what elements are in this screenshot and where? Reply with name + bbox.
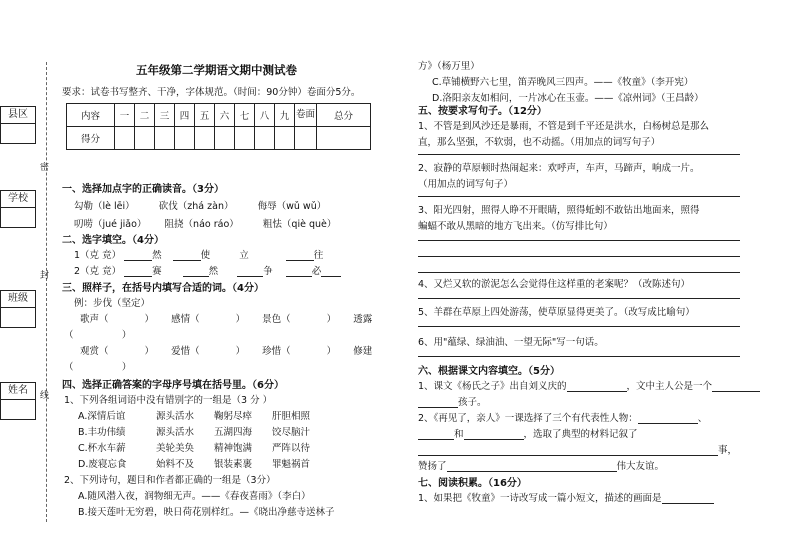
score-cell[interactable] <box>255 127 275 150</box>
option-word: B.丰功伟绩 <box>78 427 126 438</box>
word: 使 <box>200 250 211 261</box>
word: 必 <box>311 266 322 277</box>
paren-close: ） <box>144 314 155 325</box>
option-word: 严阵以待 <box>272 443 311 454</box>
section-3-row-1 <box>80 311 372 325</box>
answer-line[interactable] <box>418 326 740 327</box>
option-row-a[interactable] <box>78 408 310 422</box>
option-row-d[interactable] <box>78 456 310 470</box>
score-cell[interactable] <box>195 127 215 150</box>
section-5-q4: 4、又烂又软的淤泥怎么会觉得住这样重的老案呢？（改陈述句） <box>418 279 691 290</box>
option-word: 精神饱满 <box>214 443 253 454</box>
word: 珍惜（ <box>262 346 291 357</box>
score-cell[interactable] <box>135 127 155 150</box>
score-header-1: 一 <box>115 104 135 127</box>
section-5-q1-line-1: 1、不管是到风沙还是暴雨，不管是到千平还是洪水，白杨树总是那么 <box>418 121 710 132</box>
answer-line[interactable] <box>418 256 740 257</box>
section-5-q3-line-1: 3、阳光四射，照得人睁不开眼睛，照得蚯蚓不敢钻出地面来，照得 <box>418 205 700 216</box>
section-5-q5: 5、羊群在草原上四处游荡，使草原显得更美了。（改写成比喻句） <box>418 307 695 318</box>
word: 往 <box>313 250 324 261</box>
side-label-class: 班级 <box>0 290 36 308</box>
blank[interactable] <box>712 391 760 392</box>
word: 感情（ <box>171 314 200 325</box>
blank[interactable] <box>418 439 454 440</box>
option-word: 美轮美奂 <box>156 443 195 454</box>
score-cell[interactable] <box>275 127 295 150</box>
blank[interactable] <box>286 260 314 261</box>
text: 1、如果把《牧童》一诗改写成一篇小短文，描述的画面是 <box>418 493 662 504</box>
section-3-title: 三、照样子，在括号内填写合适的词。（4分） <box>62 283 264 294</box>
section-2-line-2-head: 2（克 竞） <box>74 266 122 277</box>
blank[interactable] <box>418 407 458 408</box>
score-header-6: 六 <box>215 104 235 127</box>
right-cont-1: 方》（杨万里） <box>418 61 480 72</box>
paren-close: ） <box>326 314 337 325</box>
seal-fold-line <box>46 62 47 522</box>
paren-close: ） <box>144 346 155 357</box>
option-word: 鞠躬尽瘁 <box>214 411 253 422</box>
score-cell[interactable] <box>115 127 135 150</box>
score-table-row <box>67 127 371 150</box>
score-header-content: 内容 <box>67 104 115 127</box>
answer-line[interactable] <box>418 298 740 299</box>
blank[interactable] <box>418 455 718 456</box>
section-7-title: 七、阅读积累。（16分） <box>418 478 527 489</box>
score-header-2: 二 <box>135 104 155 127</box>
word: 歌声（ <box>80 314 109 325</box>
section-3-row-2 <box>80 343 372 357</box>
section-6-q2-line-3 <box>418 442 737 456</box>
section-5-q2-line-2: （用加点的词写句子） <box>418 179 514 190</box>
answer-line[interactable] <box>418 196 740 197</box>
blank[interactable] <box>286 276 312 277</box>
score-cell[interactable] <box>215 127 235 150</box>
section-6-q2-line-1 <box>418 410 707 424</box>
blank[interactable] <box>567 391 627 392</box>
section-4-q1: 1、下列各组词语中没有错别字的一组是（3 分 ） <box>64 395 273 406</box>
word: 爱惜（ <box>171 346 200 357</box>
option-word: 银装素裹 <box>214 459 253 470</box>
side-label-name: 姓名 <box>0 382 36 400</box>
answer-line[interactable] <box>418 356 740 357</box>
blank[interactable] <box>124 260 152 261</box>
score-cell[interactable] <box>295 127 317 150</box>
section-7-q1 <box>418 490 714 504</box>
seal-char-mi: 密 <box>40 163 50 173</box>
side-box-name[interactable] <box>0 400 36 420</box>
option-row-b[interactable] <box>78 424 310 438</box>
option-word: A.深情后谊 <box>78 411 126 422</box>
score-header-paper: 卷面 <box>295 104 317 127</box>
section-5-q3-line-2: 蝙蝠不敢从黑暗的地方飞出来。（仿写排比句） <box>418 221 613 232</box>
score-header-5: 五 <box>195 104 215 127</box>
side-label-county: 县区 <box>0 106 36 124</box>
side-label-school: 学校 <box>0 190 36 208</box>
section-1-line-2: 叨唠（jué jiǎo） 阻挠（náo ráo） 粗怯（qiè què） <box>74 219 337 230</box>
option-word: 肝胆相照 <box>272 411 311 422</box>
section-2-line-2 <box>74 263 341 277</box>
blank[interactable] <box>447 471 617 472</box>
exam-requirements: 要求：试卷书写整齐、干净，字体规范。（时间：90分钟）卷面分5分。 <box>62 87 361 98</box>
score-table <box>66 103 371 150</box>
text: ，文中主人公是一个 <box>626 381 713 392</box>
section-2-title: 二、选字填空。（4分） <box>62 235 164 246</box>
section-6-q2-line-4 <box>418 458 664 472</box>
paren-close: ） <box>326 346 337 357</box>
blank[interactable] <box>124 276 152 277</box>
score-cell[interactable] <box>175 127 195 150</box>
word: 争 <box>263 266 273 277</box>
option-row-c[interactable] <box>78 440 310 454</box>
word: 然 <box>152 250 162 261</box>
text: ，选取了典型的材料记叙了 <box>523 429 638 440</box>
option-word: 饺尽脑汁 <box>272 427 311 438</box>
paren-close: ） <box>235 314 246 325</box>
score-cell[interactable] <box>155 127 175 150</box>
text: 和 <box>454 429 464 440</box>
option-word: C.杯水车薪 <box>78 443 126 454</box>
word: 修建 <box>353 346 373 357</box>
section-2-line-1-head: 1（克 竞） <box>74 250 122 261</box>
score-header-9: 九 <box>275 104 295 127</box>
text: 1、课文《杨氏之子》出自刘义庆的 <box>418 381 567 392</box>
section-4-q2-option-a[interactable]: A.随风潜入夜，润物细无声。——《春夜喜雨》（李白） <box>78 491 311 502</box>
blank[interactable] <box>183 276 209 277</box>
option-word: 始料不及 <box>156 459 195 470</box>
section-5-q1-line-2: 直，那么坚强，不软弱，也不动摇。（用加点的词写句子） <box>418 137 661 148</box>
section-6-q2-line-2 <box>418 426 638 440</box>
word: 然 <box>208 266 219 277</box>
answer-line[interactable] <box>418 240 740 241</box>
text: 、 <box>697 413 708 424</box>
section-4-q2: 2、下列诗句，题目和作者都正确的一组是（3分） <box>64 475 276 486</box>
section-1-line-1: 勾勒（lè lēi） 砍伐（zhá zàn） 侮辱（wǔ wǔ） <box>74 201 327 212</box>
score-cell[interactable] <box>235 127 255 150</box>
score-header-4: 四 <box>175 104 195 127</box>
text: 2、《再见了，亲人》一课选择了三个有代表性人物： <box>418 413 638 424</box>
text: 事， <box>718 445 738 456</box>
section-6-q1 <box>418 378 760 392</box>
section-3-example: 例：步伐（坚定） <box>74 298 151 309</box>
score-header-8: 八 <box>255 104 275 127</box>
section-5-q6: 6、用"蕴绿、绿油油、一望无际"写一句话。 <box>418 337 604 348</box>
section-4-q2-option-c[interactable]: C.草铺横野六七里，笛弄晚风三四声。——《牧童》（李开宪） <box>432 77 694 88</box>
word: 透露 <box>353 314 373 325</box>
blank[interactable] <box>173 260 201 261</box>
answer-line[interactable] <box>418 272 740 273</box>
text: 孩子。 <box>458 397 487 408</box>
blank[interactable] <box>464 439 524 440</box>
score-header-3: 三 <box>155 104 175 127</box>
option-word: 罪魁祸首 <box>272 459 311 470</box>
word: 观赏（ <box>80 346 109 357</box>
option-word: 源头活水 <box>156 411 195 422</box>
section-4-title: 四、选择正确答案的字母序号填在括号里。（6分） <box>62 380 284 391</box>
section-5-title: 五、按要求写句子。（12分） <box>418 106 547 117</box>
section-3-row-2-cont: （ ） <box>64 362 132 373</box>
text: 赞扬了 <box>418 461 447 472</box>
paren-close: ） <box>235 346 246 357</box>
section-6-q1-end <box>418 394 487 408</box>
option-word: 源头活水 <box>156 427 195 438</box>
section-2-line-1 <box>74 247 323 261</box>
score-row-label: 得分 <box>67 127 115 150</box>
score-table-header-row <box>67 104 371 127</box>
answer-line[interactable] <box>418 154 740 155</box>
page-title: 五年级第二学期语文期中测试卷 <box>136 63 297 77</box>
blank[interactable] <box>321 276 341 277</box>
section-4-q2-option-b[interactable]: B.接天莲叶无穷碧，映日荷花别样红。—《晓出净慈寺送林子 <box>78 507 335 518</box>
score-header-total: 总分 <box>317 104 371 127</box>
text: 伟大友谊。 <box>616 461 665 472</box>
side-box-class[interactable] <box>0 308 36 328</box>
blank[interactable] <box>638 423 698 424</box>
section-4-q2-option-d[interactable]: D.洛阳亲友如相问，一片冰心在玉壶。——《凉州词》（王昌龄） <box>432 93 704 104</box>
word: 景色（ <box>262 314 291 325</box>
side-box-school[interactable] <box>0 208 36 228</box>
score-header-7: 七 <box>235 104 255 127</box>
score-cell[interactable] <box>317 127 371 150</box>
blank[interactable] <box>237 276 263 277</box>
seal-char-xian: 线 <box>40 391 50 401</box>
section-3-row-1-cont: （ ） <box>64 330 132 341</box>
seal-char-feng: 封 <box>40 271 50 281</box>
section-5-q2-line-1: 2、寂静的草原顿时热闹起来：欢呼声，车声，马蹄声，响成一片。 <box>418 163 700 174</box>
section-6-title: 六、根据课文内容填空。（5分） <box>418 366 560 377</box>
section-1-title: 一、选择加点字的正确读音。（3分） <box>62 184 224 195</box>
word: 赛 <box>152 266 162 277</box>
word: 立 <box>239 250 249 261</box>
option-word: D.废寝忘食 <box>78 459 127 470</box>
blank[interactable] <box>662 503 714 504</box>
side-box-county[interactable] <box>0 124 36 144</box>
option-word: 五湖四海 <box>214 427 253 438</box>
